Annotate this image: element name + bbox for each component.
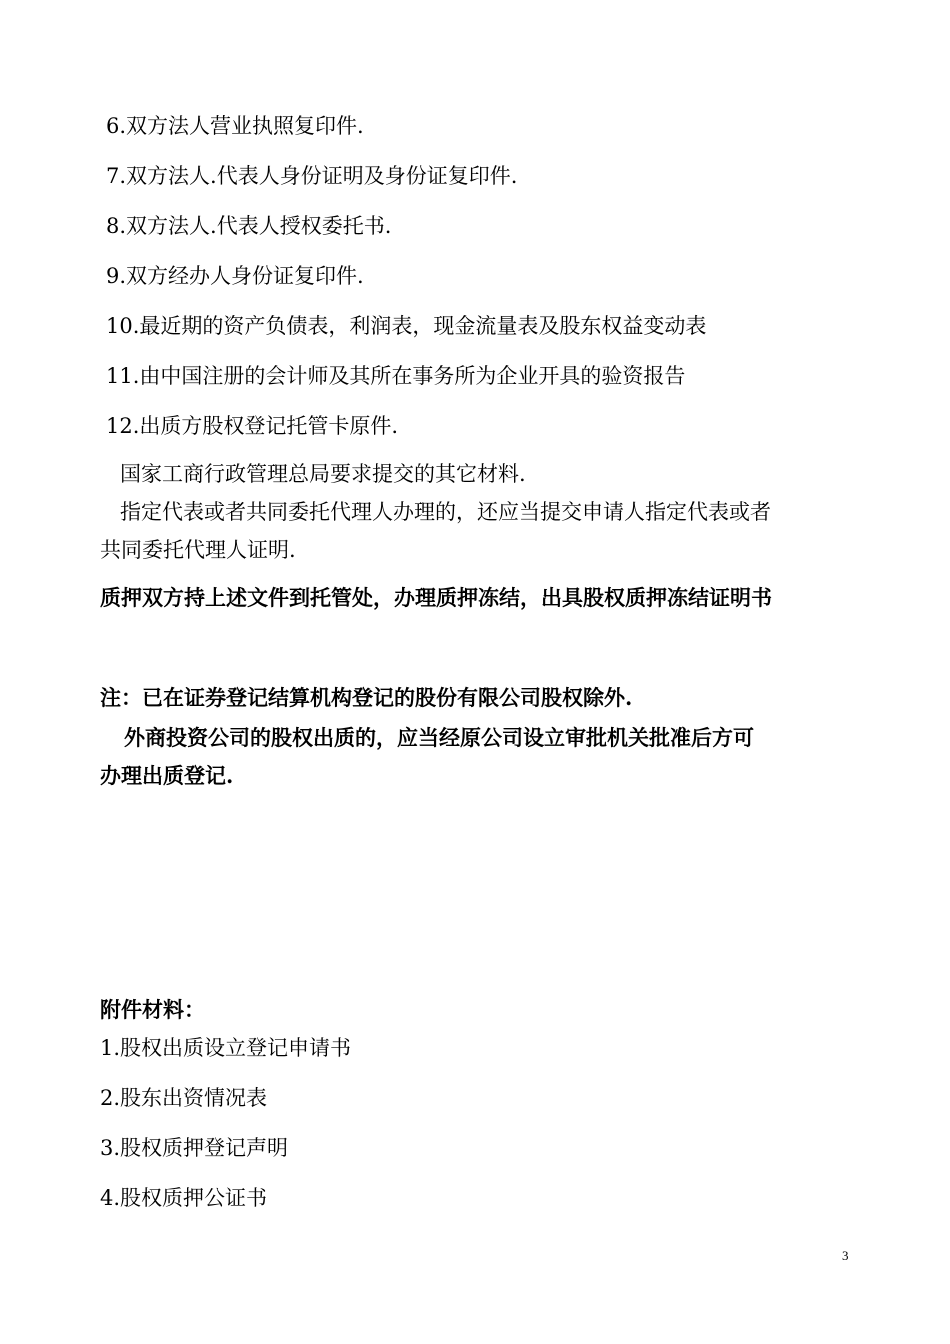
list-item: 11.由中国注册的会计师及其所在事务所为企业开具的验资报告 [106,364,686,388]
list-item: 9.双方经办人身份证复印件. [106,264,364,288]
bold-instruction: 质押双方持上述文件到托管处，办理质押冻结，出具股权质押冻结证明书 [100,585,772,610]
list-item: 7.双方法人.代表人身份证明及身份证复印件. [106,164,518,188]
other-materials-paragraph: 国家工商行政管理总局要求提交的其它材料. [120,462,526,486]
list-item: 8.双方法人.代表人授权委托书. [106,214,392,238]
attachment-item: 2.股东出资情况表 [100,1086,268,1110]
list-item: 6.双方法人营业执照复印件. [106,114,364,138]
attachment-item: 3.股权质押登记声明 [100,1136,289,1160]
page-number: 3 [842,1248,849,1263]
list-item: 10.最近期的资产负债表，利润表，现金流量表及股东权益变动表 [106,314,707,338]
list-item: 12.出质方股权登记托管卡原件. [106,414,399,438]
attachments-title: 附件材料： [100,997,205,1022]
note-line3: 办理出质登记. [100,763,234,788]
note-line2: 外商投资公司的股权出质的，应当经原公司设立审批机关批准后方可 [124,725,754,750]
note-line1: 注：已在证券登记结算机构登记的股份有限公司股权除外. [100,685,633,710]
attachment-item: 1.股权出质设立登记申请书 [100,1036,352,1060]
delegate-paragraph-line2: 共同委托代理人证明. [100,538,296,562]
delegate-paragraph-line1: 指定代表或者共同委托代理人办理的，还应当提交申请人指定代表或者 [120,500,771,524]
attachment-item: 4.股权质押公证书 [100,1186,268,1210]
